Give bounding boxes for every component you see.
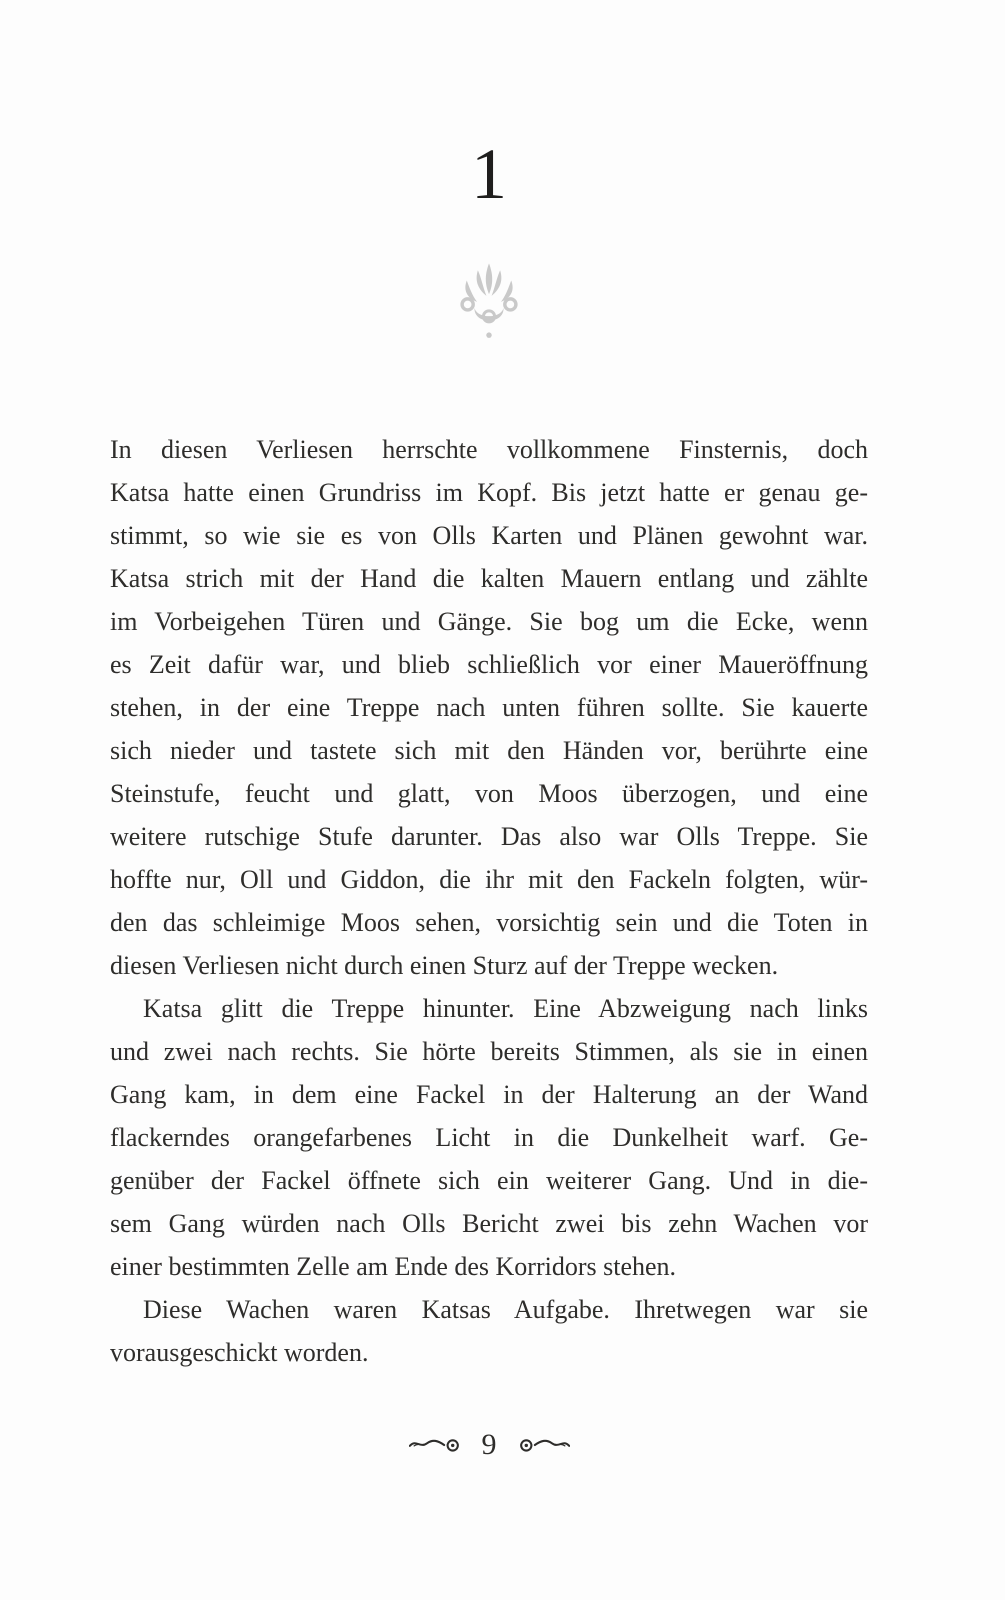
footer-flourish-left-icon <box>409 1434 469 1456</box>
paragraph <box>110 428 868 987</box>
text-line: stehen, in der eine Treppe nach unten führen sollte. Sie kauerte <box>110 693 868 722</box>
text-line: es Zeit dafür war, und blieb schließlich vor einer Maueröffnung <box>110 650 868 679</box>
fleuron-ornament-icon <box>446 260 532 342</box>
text-line: sich nieder und tastete sich mit den Händen vor, berührte eine <box>110 736 868 765</box>
chapter-number: 1 <box>471 134 507 214</box>
text-line: weitere rutschige Stufe darunter. Das also war Olls Treppe. Sie <box>110 822 868 851</box>
page-number: 9 <box>481 1428 497 1461</box>
text-line: Katsa strich mit der Hand die kalten Mauern entlang und zählte <box>110 564 868 593</box>
paragraph <box>110 987 868 1288</box>
text-line: Katsa glitt die Treppe hinunter. Eine Abzweigung nach links <box>143 994 868 1023</box>
text-line: sem Gang würden nach Olls Bericht zwei bis zehn Wachen vor <box>110 1209 868 1238</box>
text-line: den das schleimige Moos sehen, vorsichtig sein und die Toten in <box>110 908 868 937</box>
text-line: einer bestimmten Zelle am Ende des Korridors stehen. <box>110 1252 677 1281</box>
text-line: im Vorbeigehen Türen und Gänge. Sie bog um die Ecke, wenn <box>110 607 868 636</box>
text-line: Steinstufe, feucht und glatt, von Moos überzogen, und eine <box>110 779 868 808</box>
text-line: vorausgeschickt worden. <box>110 1338 369 1367</box>
text-line: Gang kam, in dem eine Fackel in der Halterung an der Wand <box>110 1080 868 1109</box>
chapter-ornament <box>110 260 868 342</box>
footer-flourish-right-icon <box>510 1434 570 1456</box>
paragraph <box>110 1288 868 1374</box>
text-line: und zwei nach rechts. Sie hörte bereits Stimmen, als sie in einen <box>110 1037 868 1066</box>
text-line: Diese Wachen waren Katsas Aufgabe. Ihretwegen war sie <box>143 1295 868 1324</box>
body-text <box>110 428 868 1374</box>
text-line: diesen Verliesen nicht durch einen Sturz auf der Treppe wecken. <box>110 951 779 980</box>
text-line: stimmt, so wie sie es von Olls Karten und Plänen gewohnt war. <box>110 521 868 550</box>
text-line: hoffte nur, Oll und Giddon, die ihr mit den Fackeln folgten, wür- <box>110 865 868 894</box>
page-footer <box>110 1430 868 1460</box>
text-line: Katsa hatte einen Grundriss im Kopf. Bis jetzt hatte er genau ge- <box>110 478 868 507</box>
text-line: flackerndes orangefarbenes Licht in die Dunkelheit warf. Ge- <box>110 1123 868 1152</box>
text-line: In diesen Verliesen herrschte vollkommene Finsternis, doch <box>110 435 868 464</box>
text-line: genüber der Fackel öffnete sich ein weiterer Gang. Und in die- <box>110 1166 868 1195</box>
